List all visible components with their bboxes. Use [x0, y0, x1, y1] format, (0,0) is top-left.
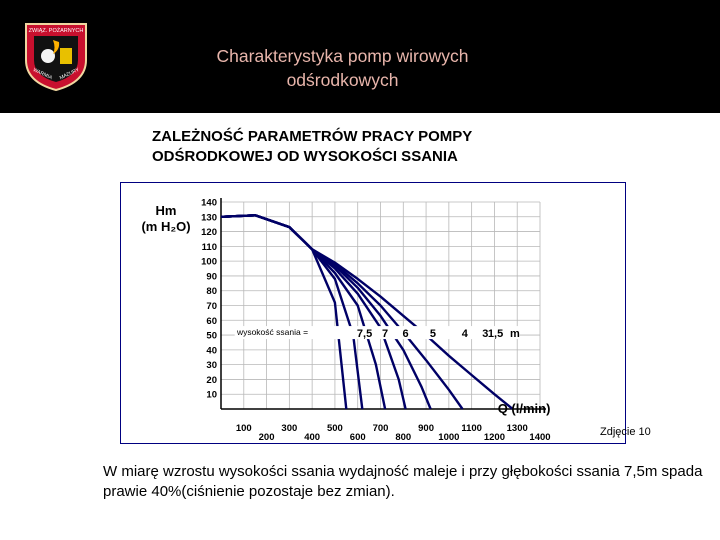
x-tick-label-lower: 1000 — [438, 432, 460, 443]
x-tick-label-upper: 900 — [418, 423, 435, 434]
x-tick-label-upper: 100 — [235, 423, 252, 434]
curve-label: 4 — [461, 328, 468, 341]
curve-label: 7,5 — [356, 328, 373, 341]
page-title — [150, 44, 535, 92]
y-axis-label-line1: Hm — [155, 203, 177, 218]
y-tick-label: 130 — [201, 212, 217, 224]
suction-height-annotation: wysokość ssania = — [236, 327, 309, 338]
y-tick-label: 100 — [201, 256, 217, 268]
x-tick-label-lower: 400 — [304, 432, 321, 443]
y-tick-label: 10 — [206, 389, 217, 401]
page-title-line2: odśrodkowych — [286, 70, 399, 90]
y-tick-label: 70 — [206, 301, 217, 312]
x-tick-label-upper: 1100 — [461, 423, 482, 434]
x-tick-label-upper: 300 — [281, 423, 298, 434]
fire-brigade-emblem-icon — [20, 20, 92, 92]
x-tick-label-lower: 600 — [349, 432, 366, 443]
chart-subheading-line2: ODŚRODKOWEJ OD WYSOKOŚCI SSANIA — [152, 148, 458, 165]
y-tick-label: 50 — [206, 330, 217, 342]
y-tick-label: 140 — [201, 197, 217, 209]
chart-subheading-line1: ZALEŻNOŚĆ PARAMETRÓW PRACY POMPY — [152, 128, 473, 145]
curve-label: 3 — [482, 328, 489, 341]
chart-svg — [120, 182, 626, 444]
page-title-line1: Charakterystyka pomp wirowych — [216, 46, 469, 66]
pump-characteristic-chart — [120, 182, 626, 444]
y-tick-label: 120 — [201, 227, 217, 239]
header-bar — [0, 0, 720, 113]
x-tick-label-upper: 1300 — [506, 423, 528, 434]
x-tick-label-upper: 500 — [326, 423, 343, 434]
curve-label: 6 — [402, 328, 409, 341]
y-tick-label: 40 — [206, 345, 217, 357]
curve-label: 7 — [381, 328, 389, 341]
y-tick-label: 80 — [206, 286, 217, 298]
x-tick-label-lower: 800 — [395, 432, 412, 443]
y-axis-label-line2: (m H₂O) — [141, 219, 191, 234]
logo-top-text: ZWIĄZ. POŻARNYCH — [28, 28, 84, 34]
x-axis-label: Q (l/min) — [497, 401, 551, 416]
logo-right-text: MAZURY — [58, 66, 81, 82]
x-tick-label-lower: 200 — [258, 432, 275, 443]
chart-subheading — [152, 127, 602, 167]
x-tick-label-upper: 700 — [372, 423, 389, 434]
curve-label: 1,5 — [487, 328, 504, 341]
curve-label: 5 — [429, 328, 436, 341]
logo-left-text: WARMIA — [31, 67, 53, 82]
annotation-unit: m — [510, 328, 520, 341]
y-tick-label: 20 — [206, 374, 217, 386]
y-tick-label: 110 — [201, 241, 217, 253]
x-tick-label-lower: 1400 — [529, 432, 551, 443]
y-tick-label: 30 — [206, 360, 217, 372]
description-text: W miarę wzrostu wysokości ssania wydajność maleje i przy głębokości ssania 7,5m spada prawie 40%(ciśnienie pozostaje bez zmian). — [103, 463, 703, 500]
y-tick-label: 60 — [206, 315, 217, 327]
y-tick-label: 90 — [206, 271, 217, 283]
x-tick-label-lower: 1200 — [483, 432, 505, 443]
figure-caption: Zdjęcie 10 — [600, 426, 651, 438]
